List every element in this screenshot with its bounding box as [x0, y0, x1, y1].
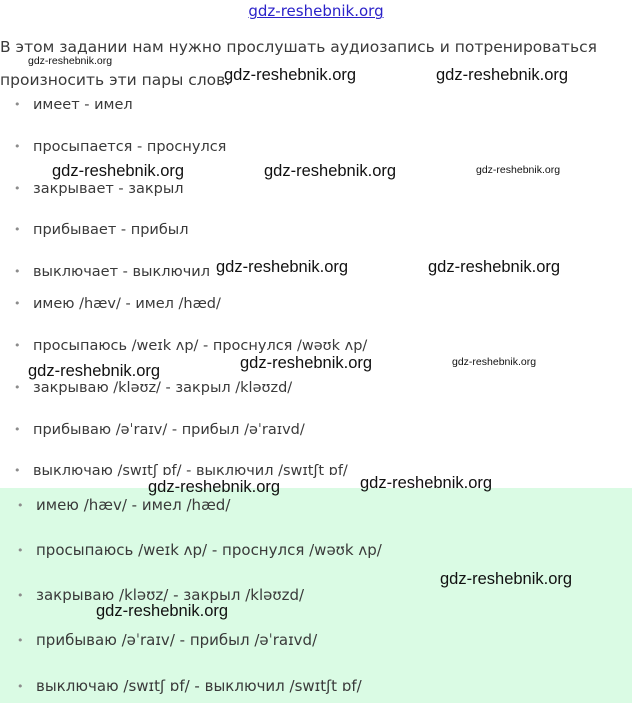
list-item: • прибываю /əˈraɪv/ - прибыл /əˈraɪvd/	[14, 422, 305, 438]
watermark: gdz-reshebnik.org	[216, 258, 349, 276]
bullet-icon: •	[14, 140, 21, 153]
list-item: • выключаю /swɪtʃ ɒf/ - выключил /swɪtʃt ɒf/	[14, 463, 348, 479]
bullet-icon: •	[17, 589, 24, 602]
watermark: gdz-reshebnik.org	[224, 66, 357, 84]
bullet-icon: •	[17, 634, 24, 647]
list-item: • имею /hæv/ - имел /hæd/	[14, 296, 221, 312]
watermark: gdz-reshebnik.org	[148, 478, 281, 496]
watermark: gdz-reshebnik.org	[240, 354, 373, 372]
bullet-icon: •	[14, 297, 21, 310]
list-item: • просыпаюсь /weɪk ʌp/ - проснулся /wəʊk ʌp/	[17, 541, 382, 559]
task-intro: В этом задании нам нужно прослушать аудиозапись и потренироваться произносить эти пары слов.	[0, 38, 597, 89]
watermark: gdz-reshebnik.org	[28, 362, 161, 380]
bullet-icon: •	[14, 381, 21, 394]
list-item: • просыпаюсь /weɪk ʌp/ - проснулся /wəʊk ʌp/	[14, 338, 368, 354]
list-item: • прибывает - прибыл	[14, 222, 189, 238]
bullet-icon: •	[14, 339, 21, 352]
bullet-icon: •	[14, 223, 21, 236]
bullet-icon: •	[14, 182, 21, 195]
list-item: • прибываю /əˈraɪv/ - прибыл /əˈraɪvd/	[17, 631, 318, 649]
list-item: • выключает - выключил	[14, 264, 210, 280]
watermark: gdz-reshebnik.org	[440, 570, 573, 588]
watermark: gdz-reshebnik.org	[436, 66, 569, 84]
bullet-icon: •	[14, 464, 21, 477]
list-item: • выключаю /swɪtʃ ɒf/ - выключил /swɪtʃt ɒf/	[17, 677, 362, 695]
site-header-link[interactable]: gdz-reshebnik.org	[248, 2, 384, 20]
watermark: gdz-reshebnik.org	[360, 474, 493, 492]
list-item: • просыпается - проснулся	[14, 139, 227, 155]
list-item: • имеет - имел	[14, 97, 133, 113]
watermark: gdz-reshebnik.org	[28, 55, 113, 67]
list-item: • закрываю /kləʊz/ - закрыл /kləʊzd/	[14, 380, 293, 396]
watermark: gdz-reshebnik.org	[264, 162, 397, 180]
watermark: gdz-reshebnik.org	[476, 164, 561, 176]
list-item: • закрываю /kləʊz/ - закрыл /kləʊzd/	[17, 586, 305, 604]
bullet-icon: •	[17, 544, 24, 557]
list-item: • имею /hæv/ - имел /hæd/	[17, 496, 231, 514]
watermark: gdz-reshebnik.org	[96, 602, 229, 620]
watermark: gdz-reshebnik.org	[428, 258, 561, 276]
bullet-icon: •	[14, 423, 21, 436]
bullet-icon: •	[17, 499, 24, 512]
bullet-icon: •	[17, 680, 24, 693]
bullet-icon: •	[14, 265, 21, 278]
watermark: gdz-reshebnik.org	[452, 356, 537, 368]
list-item: • закрывает - закрыл	[14, 181, 184, 197]
bullet-icon: •	[14, 98, 21, 111]
watermark: gdz-reshebnik.org	[52, 162, 185, 180]
